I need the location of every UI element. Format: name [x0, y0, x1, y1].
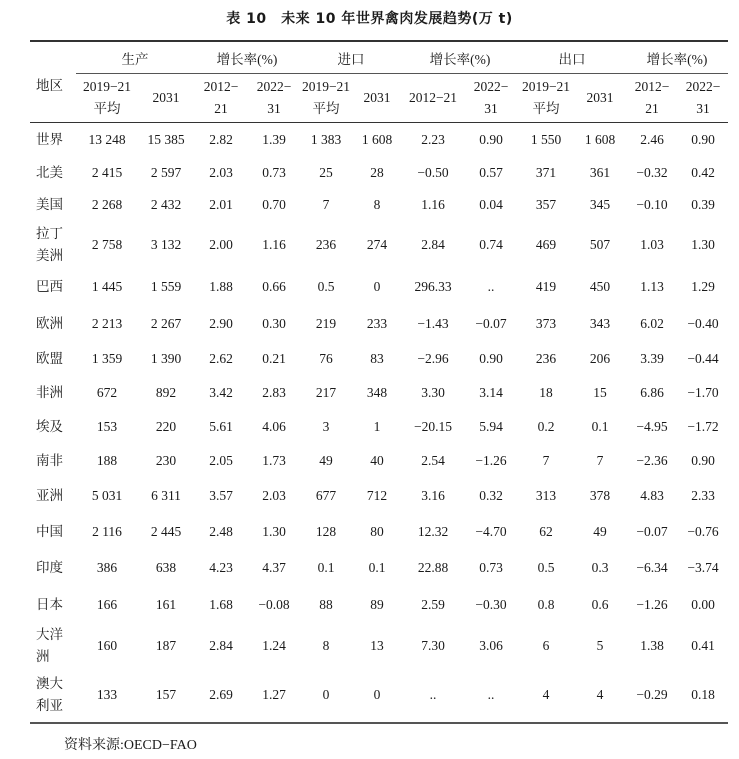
table-row: [30, 123, 728, 157]
value-cell: −3.74: [687, 560, 719, 575]
header-import: 进口: [300, 41, 402, 74]
value-cell: 345: [589, 196, 611, 212]
value-cell: −0.07: [475, 316, 507, 331]
value-cell: 2.59: [421, 596, 445, 612]
subheader-line: 2031: [586, 90, 614, 105]
value-cell: 361: [589, 164, 611, 180]
value-cell: 5: [596, 637, 604, 653]
subheader-line: 31: [696, 101, 710, 116]
value-cell: 2.84: [421, 236, 445, 252]
region-cell: [30, 123, 76, 157]
region-line: 欧洲: [36, 316, 63, 331]
value-cell: 133: [96, 687, 118, 702]
table-row: [30, 189, 728, 221]
value-cell: 0.74: [479, 236, 503, 252]
value-cell: 677: [315, 487, 337, 503]
subheader-cell: [138, 74, 194, 123]
region-line: 北美: [36, 164, 63, 180]
region-cell: [30, 411, 76, 444]
value-cell: −2.36: [636, 452, 668, 468]
value-cell: −0.32: [636, 164, 668, 180]
value-cell: 0.5: [537, 560, 555, 575]
region-cell: [30, 444, 76, 478]
table-row: [30, 269, 728, 306]
value-cell: 4.23: [209, 560, 233, 575]
region-cell: [30, 157, 76, 189]
value-cell: 712: [366, 487, 388, 503]
header-import-growth: 增长率(%): [402, 41, 518, 74]
value-cell: 0: [373, 279, 381, 294]
value-cell: 76: [319, 351, 333, 366]
value-cell: 4: [596, 687, 604, 702]
value-cell: 18: [539, 385, 553, 400]
value-cell: 1.27: [262, 687, 286, 702]
value-cell: −0.44: [687, 351, 719, 366]
value-cell: −1.26: [636, 596, 668, 612]
region-line: 中国: [36, 523, 63, 539]
value-cell: 2.69: [209, 687, 233, 702]
subheader-line: 2022−: [685, 79, 721, 94]
value-cell: 8: [322, 637, 330, 653]
value-cell: 1 608: [584, 131, 616, 147]
subheader-cell: [574, 74, 626, 123]
value-cell: 3.30: [421, 385, 445, 400]
region-line: 南非: [36, 452, 63, 468]
value-cell: 0: [373, 687, 381, 702]
value-cell: −1.70: [687, 385, 719, 400]
value-cell: 157: [155, 687, 177, 702]
value-cell: 2.33: [691, 487, 715, 503]
value-cell: −1.43: [417, 316, 449, 331]
subheader-line: 平均: [532, 101, 560, 116]
subheader-line: 31: [484, 101, 498, 116]
region-line: 欧盟: [36, 351, 63, 366]
value-cell: 3.42: [209, 385, 233, 400]
value-cell: −0.76: [687, 523, 719, 539]
subheader-cell: [76, 74, 138, 123]
value-cell: −0.30: [475, 596, 507, 612]
value-cell: 1 445: [91, 279, 123, 294]
value-cell: 3.14: [479, 385, 503, 400]
value-cell: 83: [370, 351, 384, 366]
value-cell: 2.00: [209, 236, 233, 252]
value-cell: 1: [373, 419, 381, 434]
region-line: 非洲: [36, 385, 63, 400]
value-cell: 348: [366, 385, 388, 400]
value-cell: 1.39: [262, 131, 286, 147]
region-cell: [30, 514, 76, 550]
value-cell: 2.82: [209, 131, 233, 147]
value-cell: 1 359: [91, 351, 123, 366]
table-row: [30, 550, 728, 587]
value-cell: 1.16: [262, 236, 286, 252]
region-cell: [30, 669, 76, 723]
value-cell: 2 597: [150, 164, 182, 180]
value-cell: 1.68: [209, 596, 233, 612]
value-cell: 2 268: [91, 196, 123, 212]
region-line: 巴西: [36, 279, 63, 294]
region-cell: [30, 221, 76, 269]
value-cell: 3.06: [479, 637, 503, 653]
region-line: 美洲: [36, 247, 63, 263]
value-cell: 4.37: [262, 560, 286, 575]
value-cell: 2 213: [91, 316, 123, 331]
value-cell: 206: [589, 351, 611, 366]
value-cell: 7.30: [421, 637, 445, 653]
subheader-line: 2022−: [473, 79, 509, 94]
subheader-line: 2019−21: [521, 79, 571, 94]
value-cell: 0.66: [262, 279, 286, 294]
value-cell: −2.96: [417, 351, 449, 366]
value-cell: 0.32: [479, 487, 503, 503]
value-cell: −1.26: [475, 452, 507, 468]
value-cell: 15 385: [147, 131, 185, 147]
table-row: [30, 343, 728, 376]
value-cell: 2.84: [209, 637, 233, 653]
table-row: [30, 444, 728, 478]
value-cell: 386: [96, 560, 118, 575]
region-line: 澳大: [36, 676, 63, 691]
value-cell: 373: [535, 316, 557, 331]
region-line: 日本: [36, 596, 63, 612]
poultry-trend-table: [30, 40, 728, 724]
value-cell: 2.46: [640, 131, 664, 147]
value-cell: 507: [589, 236, 611, 252]
subheader-cell: [352, 74, 402, 123]
subheader-line: 2012−: [203, 79, 239, 94]
value-cell: −0.40: [687, 316, 719, 331]
region-line: 大洋: [36, 626, 63, 642]
subheader-line: 2022−: [256, 79, 292, 94]
value-cell: 236: [315, 236, 337, 252]
subheader-cell: [678, 74, 728, 123]
value-cell: 0.73: [262, 164, 286, 180]
table-row: [30, 411, 728, 444]
region-cell: [30, 189, 76, 221]
value-cell: 161: [155, 596, 177, 612]
header-production-growth: 增长率(%): [194, 41, 300, 74]
value-cell: −4.95: [636, 419, 668, 434]
subheader-cell: [626, 74, 678, 123]
header-region: 地区: [30, 41, 76, 123]
source-note: 资料来源:OECD−FAO: [64, 738, 197, 753]
value-cell: 296.33: [414, 279, 452, 294]
value-cell: 1.24: [262, 637, 286, 653]
value-cell: −0.07: [636, 523, 668, 539]
value-cell: 0.90: [691, 131, 715, 147]
value-cell: 7: [542, 452, 550, 468]
value-cell: 166: [96, 596, 118, 612]
value-cell: 0: [322, 687, 330, 702]
value-cell: 49: [319, 452, 333, 468]
subheader-line: 31: [267, 101, 281, 116]
region-line: 印度: [36, 560, 63, 575]
value-cell: 0.1: [368, 560, 386, 575]
value-cell: 1.30: [691, 236, 715, 252]
value-cell: 0.00: [691, 596, 715, 612]
value-cell: −0.50: [417, 164, 449, 180]
value-cell: ..: [487, 687, 495, 702]
value-cell: 0.21: [262, 351, 286, 366]
value-cell: 1.88: [209, 279, 233, 294]
region-line: 世界: [36, 131, 63, 147]
value-cell: 62: [539, 523, 553, 539]
value-cell: 236: [535, 351, 557, 366]
value-cell: 5.94: [479, 419, 503, 434]
region-cell: [30, 343, 76, 376]
value-cell: 2 415: [91, 164, 123, 180]
table-row: [30, 669, 728, 723]
value-cell: 3: [322, 419, 330, 434]
value-cell: 2.01: [209, 196, 233, 212]
value-cell: 188: [96, 452, 118, 468]
subheader-cell: [248, 74, 300, 123]
value-cell: 2 432: [150, 196, 182, 212]
value-cell: 2 267: [150, 316, 182, 331]
value-cell: 217: [315, 385, 337, 400]
region-cell: [30, 587, 76, 623]
region-cell: [30, 550, 76, 587]
value-cell: 1.13: [640, 279, 664, 294]
value-cell: 7: [322, 196, 330, 212]
value-cell: 2 758: [91, 236, 123, 252]
value-cell: 0.18: [691, 687, 715, 702]
value-cell: 1.16: [421, 196, 445, 212]
value-cell: 187: [155, 637, 177, 653]
value-cell: 12.32: [417, 523, 449, 539]
value-cell: 0.42: [691, 164, 715, 180]
value-cell: 378: [589, 487, 611, 503]
value-cell: 6: [542, 637, 550, 653]
value-cell: 1.29: [691, 279, 715, 294]
region-line: 亚洲: [36, 487, 63, 503]
value-cell: 49: [593, 523, 607, 539]
value-cell: −4.70: [475, 523, 507, 539]
value-cell: 0.39: [691, 196, 715, 212]
region-line: 洲: [36, 648, 50, 664]
value-cell: 0.2: [537, 419, 555, 434]
table-row: [30, 306, 728, 343]
value-cell: 22.88: [417, 560, 449, 575]
value-cell: 153: [96, 419, 118, 434]
region-line: 埃及: [36, 419, 63, 434]
value-cell: 892: [155, 385, 177, 400]
value-cell: 128: [315, 523, 337, 539]
value-cell: 2.62: [209, 351, 233, 366]
value-cell: 2.03: [262, 487, 286, 503]
value-cell: 5.61: [209, 419, 233, 434]
value-cell: 13 248: [88, 131, 126, 147]
value-cell: 3 132: [150, 236, 182, 252]
value-cell: 672: [96, 385, 118, 400]
value-cell: −0.10: [636, 196, 668, 212]
subheader-cell: [300, 74, 352, 123]
value-cell: 1.73: [262, 452, 286, 468]
value-cell: 5 031: [91, 487, 123, 503]
value-cell: 89: [370, 596, 384, 612]
value-cell: 638: [155, 560, 177, 575]
value-cell: 8: [373, 196, 381, 212]
value-cell: 4: [542, 687, 550, 702]
header-production: 生产: [76, 41, 194, 74]
value-cell: 219: [315, 316, 337, 331]
value-cell: 1 550: [530, 131, 562, 147]
region-cell: [30, 623, 76, 669]
value-cell: 343: [589, 316, 611, 331]
region-cell: [30, 478, 76, 514]
region-cell: [30, 269, 76, 306]
subheader-line: 21: [645, 101, 659, 116]
value-cell: 2.23: [421, 131, 445, 147]
subheader-line: 2012−: [634, 79, 670, 94]
value-cell: 0.5: [317, 279, 335, 294]
table-row: [30, 514, 728, 550]
value-cell: 80: [370, 523, 384, 539]
value-cell: 357: [535, 196, 557, 212]
value-cell: 450: [589, 279, 611, 294]
header-export: 出口: [518, 41, 626, 74]
table-row: [30, 157, 728, 189]
table-row: [30, 623, 728, 669]
subheader-line: 平均: [93, 101, 121, 116]
value-cell: 2.54: [421, 452, 445, 468]
value-cell: ..: [487, 279, 495, 294]
value-cell: 1 390: [150, 351, 182, 366]
value-cell: 4.83: [640, 487, 664, 503]
value-cell: −1.72: [687, 419, 719, 434]
value-cell: 1 559: [150, 279, 182, 294]
value-cell: 0.8: [537, 596, 555, 612]
value-cell: ..: [429, 687, 437, 702]
value-cell: 6.02: [640, 316, 664, 331]
value-cell: 2 116: [92, 523, 122, 539]
value-cell: 419: [535, 279, 557, 294]
header-export-growth: 增长率(%): [626, 41, 728, 74]
value-cell: 0.70: [262, 196, 286, 212]
value-cell: 160: [96, 637, 118, 653]
value-cell: 3.57: [209, 487, 233, 503]
value-cell: 220: [155, 419, 177, 434]
region-line: 拉丁: [36, 225, 63, 241]
value-cell: −20.15: [414, 419, 452, 434]
value-cell: 2.48: [209, 523, 233, 539]
value-cell: 15: [593, 385, 607, 400]
region-line: 利亚: [36, 698, 63, 713]
value-cell: 7: [596, 452, 604, 468]
value-cell: 2.03: [209, 164, 233, 180]
value-cell: 2.05: [209, 452, 233, 468]
value-cell: −0.29: [636, 687, 668, 702]
value-cell: 6.86: [640, 385, 664, 400]
value-cell: 0.04: [479, 196, 503, 212]
value-cell: 0.73: [479, 560, 503, 575]
value-cell: 469: [535, 236, 557, 252]
value-cell: 0.30: [262, 316, 286, 331]
subheader-line: 2031: [363, 90, 391, 105]
value-cell: 0.57: [479, 164, 503, 180]
value-cell: 0.3: [591, 560, 609, 575]
subheader-line: 2019−21: [301, 79, 351, 94]
value-cell: 274: [366, 236, 388, 252]
value-cell: 4.06: [262, 419, 286, 434]
value-cell: 2 445: [150, 523, 182, 539]
subheader-cell: [518, 74, 574, 123]
value-cell: 3.16: [421, 487, 445, 503]
subheader-line: 2019−21: [82, 79, 132, 94]
subheader-cell: [194, 74, 248, 123]
region-cell: [30, 376, 76, 411]
value-cell: 0.6: [591, 596, 609, 612]
value-cell: 233: [366, 316, 388, 331]
value-cell: 88: [319, 596, 333, 612]
subheader-cell: [464, 74, 518, 123]
value-cell: 3.39: [640, 351, 664, 366]
value-cell: 40: [370, 452, 384, 468]
value-cell: 0.90: [479, 351, 503, 366]
value-cell: 1.38: [640, 637, 664, 653]
subheader-cell: [402, 74, 464, 123]
table-row: [30, 587, 728, 623]
region-line: 美国: [36, 196, 63, 212]
value-cell: 0.41: [691, 637, 715, 653]
value-cell: 25: [319, 164, 333, 180]
value-cell: 371: [535, 164, 557, 180]
value-cell: 2.90: [209, 316, 233, 331]
value-cell: 1.30: [262, 523, 286, 539]
value-cell: −6.34: [636, 560, 668, 575]
value-cell: 1.03: [640, 236, 664, 252]
value-cell: 1 608: [361, 131, 393, 147]
value-cell: 230: [155, 452, 177, 468]
value-cell: 28: [370, 164, 384, 180]
value-cell: 1 383: [310, 131, 342, 147]
table-row: [30, 221, 728, 269]
value-cell: 0.1: [591, 419, 609, 434]
value-cell: 2.83: [262, 385, 286, 400]
table-title: 表 10 未来 10 年世界禽肉发展趋势(万 t): [226, 11, 513, 27]
value-cell: −0.08: [258, 596, 290, 612]
value-cell: 313: [535, 487, 557, 503]
value-cell: 0.90: [479, 131, 503, 147]
value-cell: 0.90: [691, 452, 715, 468]
value-cell: 6 311: [151, 487, 181, 503]
table-row: [30, 478, 728, 514]
value-cell: 13: [370, 637, 384, 653]
subheader-line: 2031: [152, 90, 180, 105]
table-row: [30, 376, 728, 411]
region-cell: [30, 306, 76, 343]
subheader-line: 2012−21: [408, 90, 458, 105]
subheader-line: 平均: [312, 101, 340, 116]
subheader-line: 21: [214, 101, 228, 116]
value-cell: 0.1: [317, 560, 335, 575]
